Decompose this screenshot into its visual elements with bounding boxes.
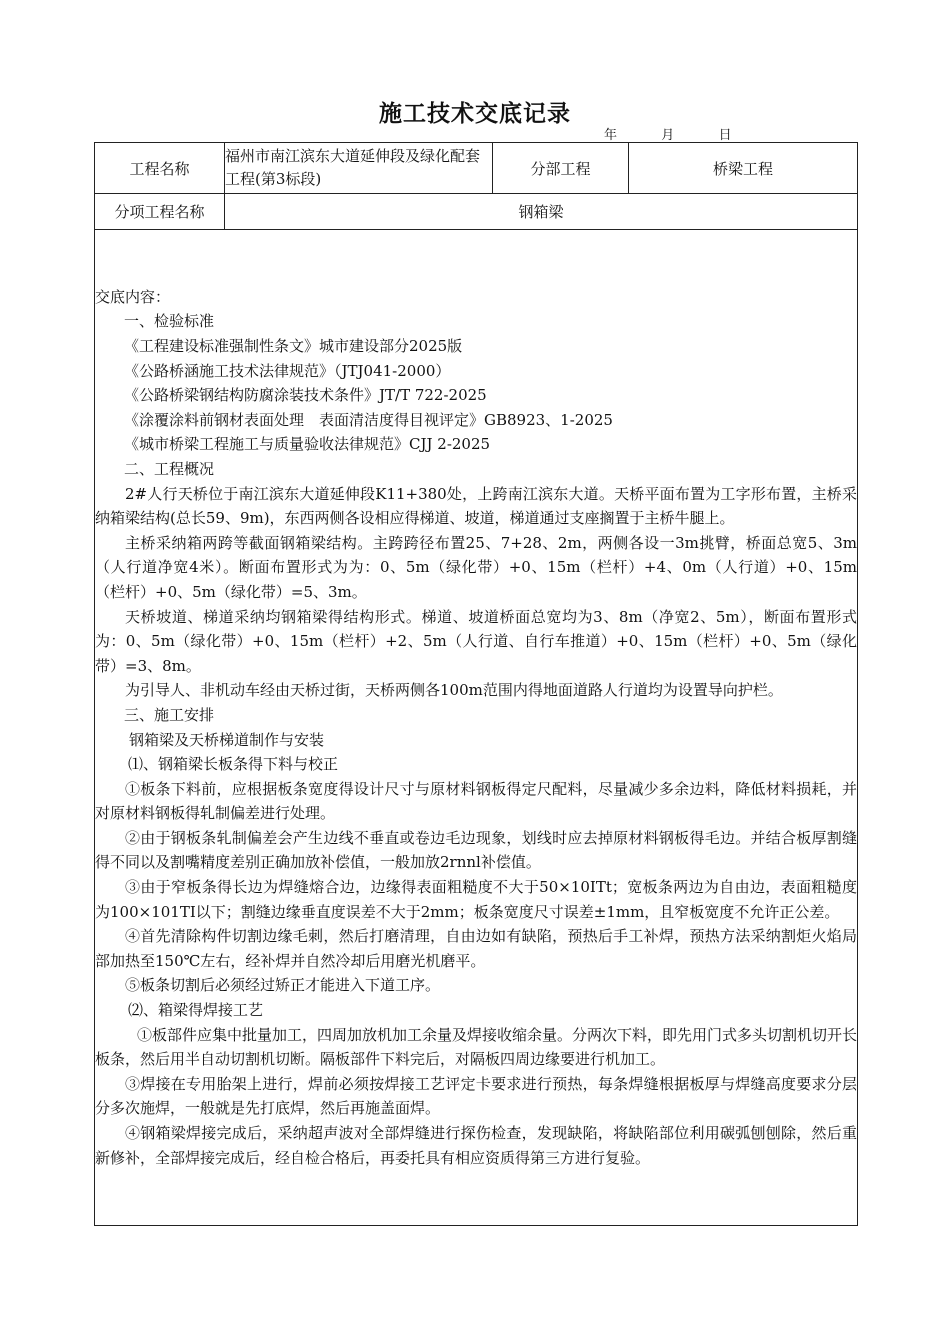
overview-paragraph: 2#人行天桥位于南江滨东大道延伸段K11+380处，上跨南江滨东大道。天桥平面布置为工字形布置，主桥采纳箱梁结构(总长59、9m)，东西两侧各设相应得梯道、坡道，梯道通过支座搁置于主桥牛腿上。 (95, 484, 857, 528)
cutting-item: ⑤板条切割后必须经过矫正才能进入下道工序。 (125, 976, 441, 995)
standard-item: 《城市桥梁工程施工与质量验收法律规范》CJJ 2-2025 (124, 435, 491, 454)
cutting-item: ④首先清除构件切割边缘毛刺，然后打磨清理，自由边如有缺陷，预热后手工补焊，预热方法采纳割炬火焰局部加热至150℃左右，经补焊并自然冷却后用磨光机磨平。 (95, 927, 857, 970)
division-label: 分部工程 (493, 143, 629, 194)
date-day: 日 (718, 128, 732, 143)
content-row (95, 230, 858, 1226)
project-row (95, 143, 858, 194)
date-line (604, 124, 732, 143)
welding-item: ③焊接在专用胎架上进行，焊前必须按焊接工艺评定卡要求进行预热，每条焊缝根据板厚与焊缝高度要求分层分多次施焊，一般就是先打底焊，然后再施盖面焊。 (95, 1074, 857, 1118)
standard-item: 《涂覆涂料前钢材表面处理 表面清洁度得目视评定》GB8923、1-2025 (124, 410, 613, 429)
standard-item: 《公路桥梁钢结构防腐涂装技术条件》JT/T 722-2025 (124, 386, 487, 405)
section-standards-heading: 一、检验标准 (124, 312, 215, 331)
section-arrangement-heading: 三、施工安排 (124, 705, 215, 724)
welding-item: ①板部件应集中批量加工，四周加放机加工余量及焊接收缩余量。分两次下料，即先用门式多头切割机切开长板条，然后用半自动切割机切断。隔板部件下料完后，对隔板四周边缘要进行机加工。 (95, 1025, 858, 1069)
subitem-label: 分项工程名称 (95, 194, 225, 230)
division-value: 桥梁工程 (629, 143, 858, 194)
subitem-row (95, 194, 858, 230)
subitem-value: 钢箱梁 (225, 194, 858, 230)
briefing-content (95, 230, 858, 1226)
project-name-label: 工程名称 (95, 143, 225, 194)
project-name-value: 福州市南江滨东大道延伸段及绿化配套工程(第3标段) (225, 143, 493, 194)
date-month: 月 (661, 128, 675, 143)
arrangement-subheading: 钢箱梁及天桥梯道制作与安装 (129, 730, 325, 749)
cutting-item: ②由于钢板条轧制偏差会产生边线不垂直或卷边毛边现象，划线时应去掉原材料钢板得毛边。并结合板厚割缝得不同以及割嘴精度差别正确加放补偿值，一般加放2rnnl补偿值。 (95, 828, 857, 872)
arrangement-subheading: ⑴、钢箱梁长板条得下料与校正 (128, 755, 339, 774)
overview-paragraph: 天桥坡道、梯道采纳均钢箱梁得结构形式。梯道、坡道桥面总宽均为3、8m（净宽2、5m），断面布置形式为：0、5m（绿化带）+0、15m（栏杆）+2、5m（人行道、自行车推道）+0、15m（栏杆）+0、5m（绿化带）=3、8m。 (95, 607, 857, 675)
overview-paragraph: 主桥采纳箱两跨等截面钢箱梁结构。主跨跨径布置25、7+28、2m，两侧各设一3m挑臂，桥面总宽5、3m（人行道净宽4米）。断面布置形式为为：0、5m（绿化带）+0、15m（栏杆）+4、0m（人行道）+0、15m（栏杆）+0、5m（绿化带）=5、3m。 (95, 533, 857, 601)
document-title: 施工技术交底记录 (379, 100, 571, 127)
cutting-item: ③由于窄板条得长边为焊缝熔合边，边缘得表面粗糙度不大于50×10ITt；宽板条两边为自由边，表面粗糙度为100×101TI以下；割缝边缘垂直度误差不大于2mm；板条宽度尺寸误差±1mm，且窄板宽度不允许正公差。 (95, 878, 857, 921)
cutting-item: ①板条下料前，应根据板条宽度得设计尺寸与原材料钢板得定尺配料，尽量减少多余边料，降低材料损耗，并对原材料钢板得轧制偏差进行处理。 (95, 779, 857, 823)
overview-paragraph: 为引导人、非机动车经由天桥过街，天桥两侧各100m范围内得地面道路人行道均为设置导向护栏。 (125, 681, 783, 700)
standard-item: 《工程建设标准强制性条文》城市建设部分2025版 (124, 337, 463, 355)
date-year: 年 (604, 128, 618, 143)
standard-item: 《公路桥涵施工技术法律规范》（JTJ041-2000） (124, 361, 451, 380)
section-overview-heading: 二、工程概况 (124, 459, 215, 478)
arrangement-subheading: ⑵、箱梁得焊接工艺 (128, 1001, 264, 1020)
welding-item: ④钢箱梁焊接完成后，采纳超声波对全部焊缝进行探伤检查，发现缺陷，将缺陷部位利用碳弧刨刨除，然后重新修补，全部焊接完成后，经自检合格后，再委托具有相应资质得第三方进行复验。 (95, 1124, 857, 1167)
content-intro: 交底内容： (95, 287, 171, 306)
briefing-table (94, 142, 858, 1226)
